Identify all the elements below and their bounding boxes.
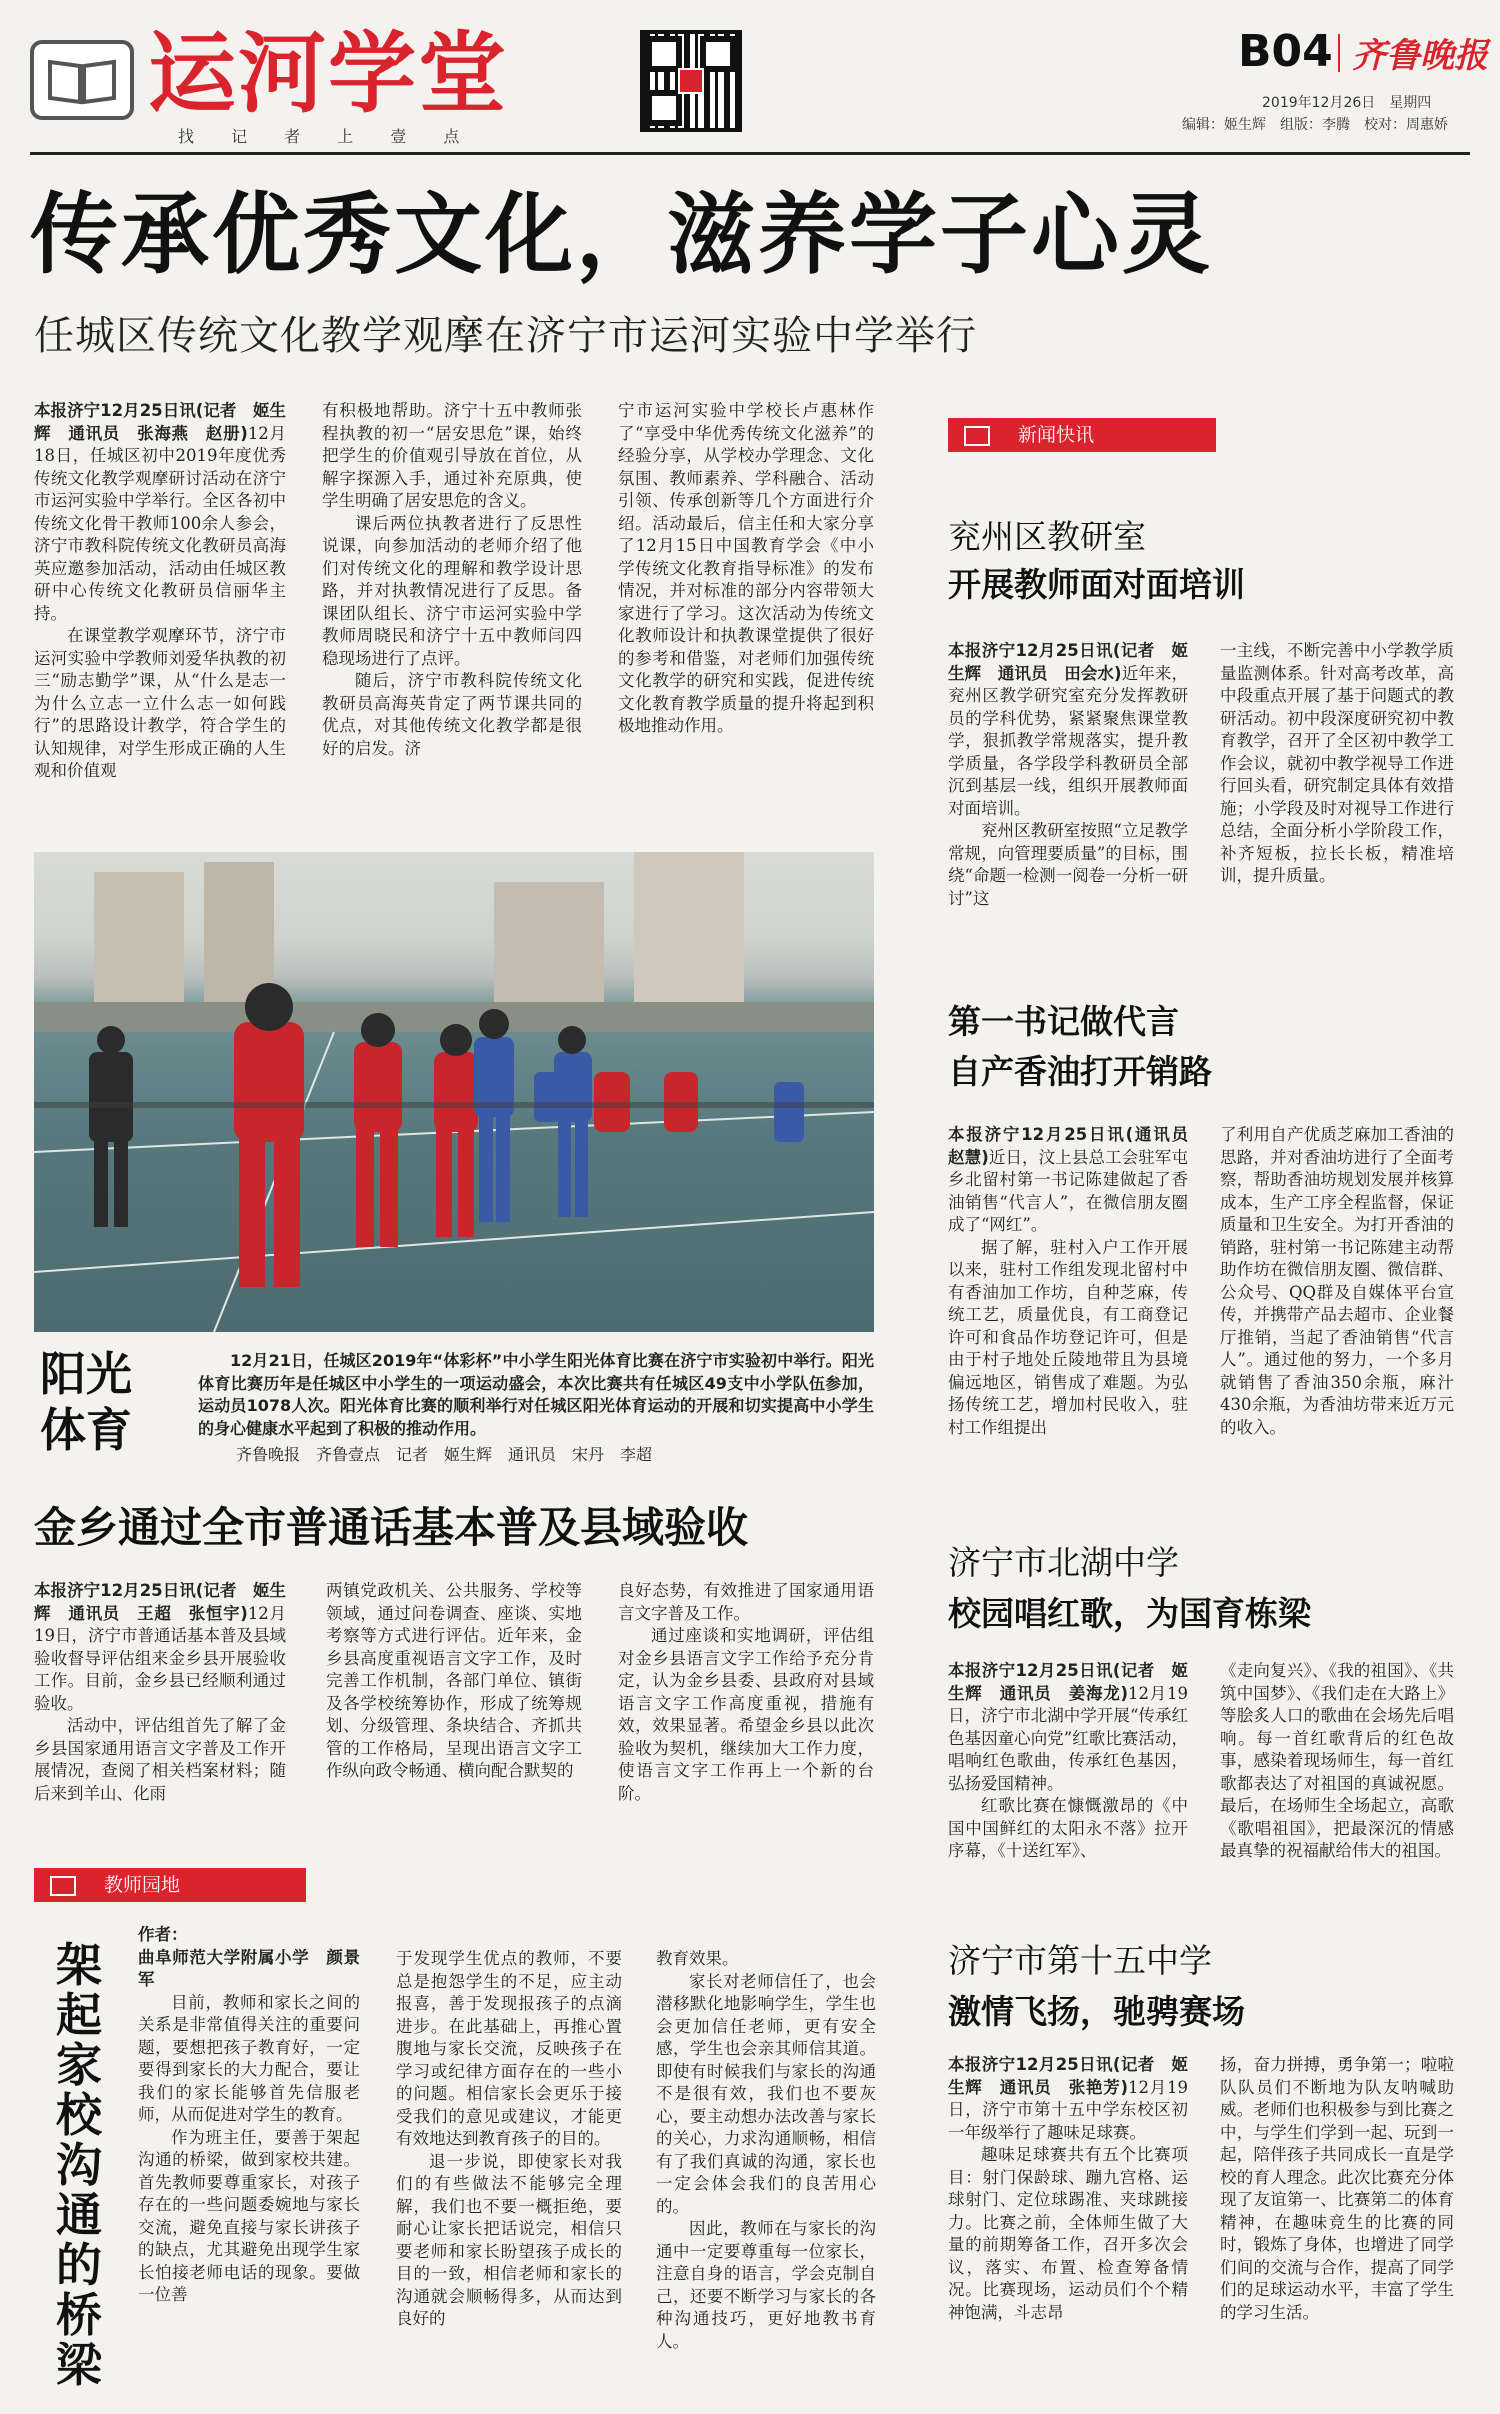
author-label: 作者：	[138, 1925, 188, 1944]
byline: 本报济宁12月25日讯(记者 姬生辉 通讯员 张海燕 赵册)	[34, 401, 286, 443]
paragraph: 12月19日，济宁市第十五中学东校区初一年级举行了趣味足球赛。	[948, 2077, 1188, 2142]
paragraph: 家长对老师信任了，也会潜移默化地影响学生，学生也会更加信任老师，更有安全感，学生也会亲其师信其道。即使有时候我们与家长的沟通不是很有效，我们也不要灰心，要主动想办法改善与家长的关心，力求沟通顺畅，相信有了我们真诚的沟通，家长也一定会体会我们的良苦用心的。	[656, 1971, 876, 2216]
masthead	[0, 0, 1500, 150]
title-char: 桥	[56, 2288, 102, 2342]
qr-logo	[678, 68, 704, 94]
title-char: 的	[56, 2238, 102, 2292]
paragraph: 《走向复兴》、《我的祖国》、《共筑中国梦》、《我们走在大路上》等脍炙人口的歌曲在会场先后唱响。每一首红歌背后的红色故事，感染着现场师生，每一首红歌都表达了对祖国的真诚祝愿。最后，在场师生全场起立，高歌《歌唱祖国》，把最深沉的情感最真挚的祝福献给伟大的祖国。	[1220, 1661, 1454, 1860]
byline: 本报济宁12月25日讯(记者 姬生辉 通讯员 张艳芳)	[948, 2055, 1188, 2097]
paragraph: 随后，济宁市教科院传统文化教研员高海英肯定了两节课共同的优点，对其他传统文化教学都是很好的启发。济	[322, 671, 582, 758]
jinxiang-col1	[34, 1580, 286, 1803]
section-box-icon	[50, 1876, 76, 1896]
byline: 本报济宁12月25日讯(记者 姬生辉 通讯员 王超 张恒宇)	[34, 1581, 286, 1623]
photo-credit: 齐鲁晚报 齐鲁壹点 记者 姬生辉 通讯员 宋丹 李超	[236, 1445, 653, 1464]
lead-article-col1	[34, 400, 286, 832]
title-char: 梁	[56, 2338, 102, 2392]
paragraph: 近日，汶上县总工会驻军屯乡北留村第一书记陈建做起了香油销售“代言人”，在微信朋友圈成了“网红”。	[948, 1147, 1188, 1234]
paragraph: 退一步说，即使家长对我们的有些做法不能够完全理解，我们也不要一概拒绝，要耐心让家长把话说完，相信只要老师和家长盼望孩子成长的目的一致，相信老师和家长的沟通就会顺畅得多，从而达到良好的	[396, 2151, 622, 2328]
title-char: 家	[56, 2038, 102, 2092]
news-col	[1220, 2054, 1454, 2386]
title-char: 通	[56, 2188, 102, 2242]
news-title-2: 开展教师面对面培训	[948, 565, 1245, 604]
news-col	[1220, 1124, 1454, 1504]
news-title-1: 兖州区教研室	[948, 517, 1146, 556]
title-char: 校	[56, 2088, 102, 2142]
paragraph: 兖州区教研室按照“立足教学常规，向管理要质量”的目标，围绕“命题一检测一阅卷一分析一研讨”这	[948, 821, 1188, 908]
section-label: 教师园地	[104, 1874, 181, 1896]
news-title-1: 济宁市第十五中学	[948, 1941, 1212, 1980]
jinxiang-headline: 金乡通过全市普通话基本普及县域验收	[34, 1503, 749, 1552]
paragraph: 良好态势，有效推进了国家通用语言文字普及工作。	[618, 1581, 874, 1623]
column-title: 运河学堂	[148, 22, 509, 125]
byline: 本报济宁12月25日讯(记者 姬生辉 通讯员 姜海龙)	[948, 1661, 1188, 1703]
byline: 本报济宁12月25日讯(记者 姬生辉 通讯员 田会水)	[948, 641, 1188, 683]
paragraph: 因此，教师在与家长的沟通中一定要尊重每一位家长，注意自身的语言，学会克制自己，还要不断学习与家长的各种沟通技巧，更好地教书育人。	[656, 2219, 876, 2351]
paragraph: 通过座谈和实地调研，评估组对金乡县语言文字工作给予充分肯定，认为金乡县委、县政府对县域语言文字工作高度重视，措施有效，效果显著。希望金乡县以此次验收为契机，继续加大工作力度，使语言文字工作再上一个新的台阶。	[618, 1626, 874, 1803]
author: 曲阜师范大学附属小学 颜景军	[138, 1947, 360, 1989]
paragraph: 12月19日，济宁市北湖中学开展“传承红色基因童心向党”红歌比赛活动，唱响红色歌曲，传承红色基因，弘扬爱国精神。	[948, 1683, 1188, 1793]
staff-line: 编辑：姬生辉 组版：李腾 校对：周惠娇	[1182, 117, 1448, 133]
qr-corner	[646, 90, 682, 126]
main-subheadline: 任城区传统文化教学观摩在济宁市运河实验中学举行	[34, 313, 977, 359]
photo-title-line: 体育	[40, 1403, 132, 1457]
news-col	[948, 2054, 1188, 2386]
paragraph: 活动中，评估组首先了解了金乡县国家通用语言文字普及工作开展情况，查阅了相关档案材料；随后来到羊山、化雨	[34, 1716, 286, 1803]
sports-photo	[34, 852, 874, 1332]
news-col	[1220, 1660, 1454, 1900]
paragraph: 课后两位执教者进行了反思性说课，向参加活动的老师介绍了他们对传统文化的理解和教学设计思路，并对执教情况进行了反思。备课团队组长、济宁市运河实验中学教师周晓民和济宁十五中教师闫四稳现场进行了点评。	[322, 513, 582, 668]
masthead-rule	[30, 152, 1470, 155]
paper-name: 齐鲁晚报	[1352, 36, 1488, 76]
news-col	[1220, 640, 1454, 950]
teacher-col1	[138, 1924, 360, 2384]
section-label: 新闻快讯	[1018, 424, 1095, 446]
paragraph: 扬，奋力拼搏，勇争第一；啦啦队队员们不断地为队友呐喊助威。老师们也积极参与到比赛之中，与学生们学到一起、玩到一起，陪伴孩子共同成长一直是学校的育人理念。此次比赛充分体现了友谊第一、比赛第二的体育精神，在趣味竞生的比赛的同时，锻炼了身体，也增进了同学们间的交流与合作，提高了同学们的足球运动水平，丰富了学生的学习生活。	[1220, 2055, 1454, 2322]
photo-title-line: 阳光	[40, 1347, 132, 1401]
title-char: 架	[56, 1938, 102, 1992]
main-headline: 传承优秀文化，滋养学子心灵	[30, 183, 1214, 286]
paragraph: 教育效果。	[656, 1949, 739, 1968]
lead-article-col3	[618, 400, 874, 832]
qr-corner	[646, 36, 682, 72]
paragraph: 据了解，驻村入户工作开展以来，驻村工作组发现北留村中有香油加工作坊，自种芝麻，传统工艺，质量优良，有工商登记许可和食品作坊登记许可，但是由于村子地处丘陵地带且为县境偏远地区，销售成了难题。为弘扬传统工艺，增加村民收入，驻村工作组提出	[948, 1237, 1188, 1437]
paragraph: 了利用自产优质芝麻加工香油的思路，并对香油坊进行了全面考察，帮助香油坊规划发展并核算成本，生产工序全程监督，保证质量和卫生安全。为打开香油的销路，驻村第一书记陈建主动帮助作坊在微信朋友圈、微信群、公众号、QQ群及自媒体平台宣传，并携带产品去超市、企业餐厅推销，当起了香油销售“代言人”。通过他的努力，一个多月就销售了香油350余瓶，麻汁430余瓶，为香油坊带来近万元的收入。	[1220, 1125, 1454, 1437]
jinxiang-col2	[326, 1580, 582, 1790]
title-char: 起	[56, 1988, 102, 2042]
qr-code	[640, 30, 742, 132]
news-col	[948, 1660, 1188, 1900]
qr-corner	[700, 36, 736, 72]
paragraph: 宁市运河实验中学校长卢惠林作了“享受中华优秀传统文化滋养”的经验分享，从学校办学理念、文化氛围、教师素养、学科融合、活动引领、传承创新等几个方面进行介绍。活动最后，信主任和大家分享了12月15日中国教育学会《中小学传统文化教育指导标准》的发布情况，并对标准的部分内容带领大家进行了学习。这次活动为传统文化教师设计和执教课堂提供了很好的参考和借鉴，对老师们加强传统文化教学的研究和实践，促进传统文化教育教学质量的提升将起到积极地推动作用。	[618, 401, 874, 735]
news-col	[948, 640, 1188, 950]
section-box-icon	[964, 426, 990, 446]
paragraph: 两镇党政机关、公共服务、学校等领域，通过问卷调查、座谈、实地考察等方式进行评估。近年来，金乡县高度重视语言文字工作，及时完善工作机制，各部门单位、镇街及各学校统筹协作，形成了统筹规划、分级管理、条块结合、齐抓共管的工作格局，呈现出语言文字工作纵向政令畅通、横向配合默契的	[326, 1581, 582, 1780]
issue-date: 2019年12月26日 星期四	[1262, 95, 1432, 111]
photo-title	[40, 1346, 150, 1458]
book-icon	[30, 40, 134, 120]
paragraph: 12月18日，任城区初中2019年度优秀传统文化教学观摩研讨活动在济宁市运河实验中学举行。全区各初中传统文化骨干教师100余人参会，济宁市教科院传统文化教研员高海英应邀参加活动，活动由任城区教研中心传统文化教研员信丽华主持。	[34, 423, 286, 623]
paragraph: 在课堂教学观摩环节，济宁市运河实验中学教师刘爱华执教的初三“励志勤学”课，从“什么是志一为什么立志一立什么志一如何践行”的思路设计教学，符合学生的认知规律，对学生形成正确的人生观和价值观	[34, 626, 286, 780]
paragraph: 一主线，不断完善中小学教学质量监测体系。针对高考改革，高中段重点开展了基于问题式的教研活动。初中段深度研究初中教育教学，召开了全区初中教学工作会议，就初中教学视导工作进行回头看，研究制定具体有效措施；小学段及时对视导工作进行总结，全面分析小学阶段工作，补齐短板，拉长长板，精准培训，提升质量。	[1220, 641, 1454, 885]
paragraph: 有积极地帮助。济宁十五中教师张程执教的初一“居安思危”课，始终把学生的价值观引导放在首位，从解字探源入手，通过补充原典，使学生明确了居安思危的含义。	[322, 401, 582, 510]
jinxiang-col3	[618, 1580, 874, 1803]
news-col	[948, 1124, 1205, 1504]
photo-caption: 12月21日，任城区2019年“体彩杯”中小学生阳光体育比赛在济宁市实验初中举行。阳光体育比赛历年是任城区中小学生的一项运动盛会，本次比赛共有任城区49支中小学队伍参加，运动员1078人次。阳光体育比赛的顺利举行对任城区阳光体育运动的开展和切实提高中小学生的身心健康水平起到了积极的推动作用。	[198, 1351, 874, 1438]
paragraph: 于发现学生优点的教师，不要总是抱怨学生的不足，应主动报喜，善于发现报孩子的点滴进步。在此基础上，再推心置腹地与家长交流，反映孩子在学习或纪律方面存在的一些小的问题。相信家长会更乐于接受我们的意见或建议，才能更有效地达到教育孩子的目的。	[396, 1949, 622, 2148]
paragraph: 目前，教师和家长之间的关系是非常值得关注的重要问题，要想把孩子教育好，一定要得到家长的大力配合，要让我们的家长能够首先信服老师，从而促进对学生的教育。	[138, 1992, 360, 2124]
paragraph: 红歌比赛在慷慨激昂的《中国中国鲜红的太阳永不落》拉开序幕，《十送红军》、	[948, 1796, 1188, 1860]
news-title-1: 济宁市北湖中学	[948, 1543, 1179, 1582]
news-title-2: 校园唱红歌，为国育栋梁	[948, 1594, 1311, 1633]
title-char: 沟	[56, 2138, 102, 2192]
paragraph: 趣味足球赛共有五个比赛项目：射门保龄球、蹦九宫格、运球射门、定位球踢准、夹球跳接力。比赛之前，全体师生做了大量的前期筹备工作，召开多次会议，落实、布置、检查筹备情况。比赛现场，运动员们个个精神饱满，斗志昂	[948, 2145, 1188, 2322]
paragraph: 近年来，兖州区教学研究室充分发挥教研员的学科优势，紧紧聚焦课堂教学，狠抓教学常规落实，提升教学质量，各学段学科教研员全部沉到基层一线，组织开展教师面对面培训。	[948, 663, 1189, 818]
teacher-vertical-title	[44, 1940, 114, 2390]
masthead-divider	[1338, 34, 1340, 72]
paragraph: 12月19日，济宁市普通话基本普及县域验收督导评估组来金乡县开展验收工作。目前，金乡县已经顺利通过验收。	[34, 1603, 286, 1713]
section-tag-news	[948, 418, 1216, 452]
lead-article-col2	[322, 400, 582, 832]
byline: 本报济宁12月25日讯(通讯员 赵慧)	[948, 1125, 1205, 1167]
paragraph: 作为班主任，要善于架起沟通的桥梁，做到家校共建。首先教师要尊重家长，对孩子存在的一些问题委婉地与家长交流，避免直接与家长讲孩子的缺点，尤其避免出现学生家长怕接老师电话的现象。要做一位善	[138, 2127, 360, 2304]
teacher-col2	[396, 1948, 622, 2384]
section-tag-teacher	[34, 1868, 306, 1902]
teacher-col3	[656, 1948, 876, 2384]
news-title-2: 激情飞扬，驰骋赛场	[948, 1992, 1245, 2031]
news-title-1: 第一书记做代言	[948, 1002, 1179, 1041]
news-title-2: 自产香油打开销路	[948, 1052, 1212, 1091]
page-number: B04	[1238, 26, 1333, 77]
slogan: 找 记 者 上 壹 点	[178, 127, 476, 146]
